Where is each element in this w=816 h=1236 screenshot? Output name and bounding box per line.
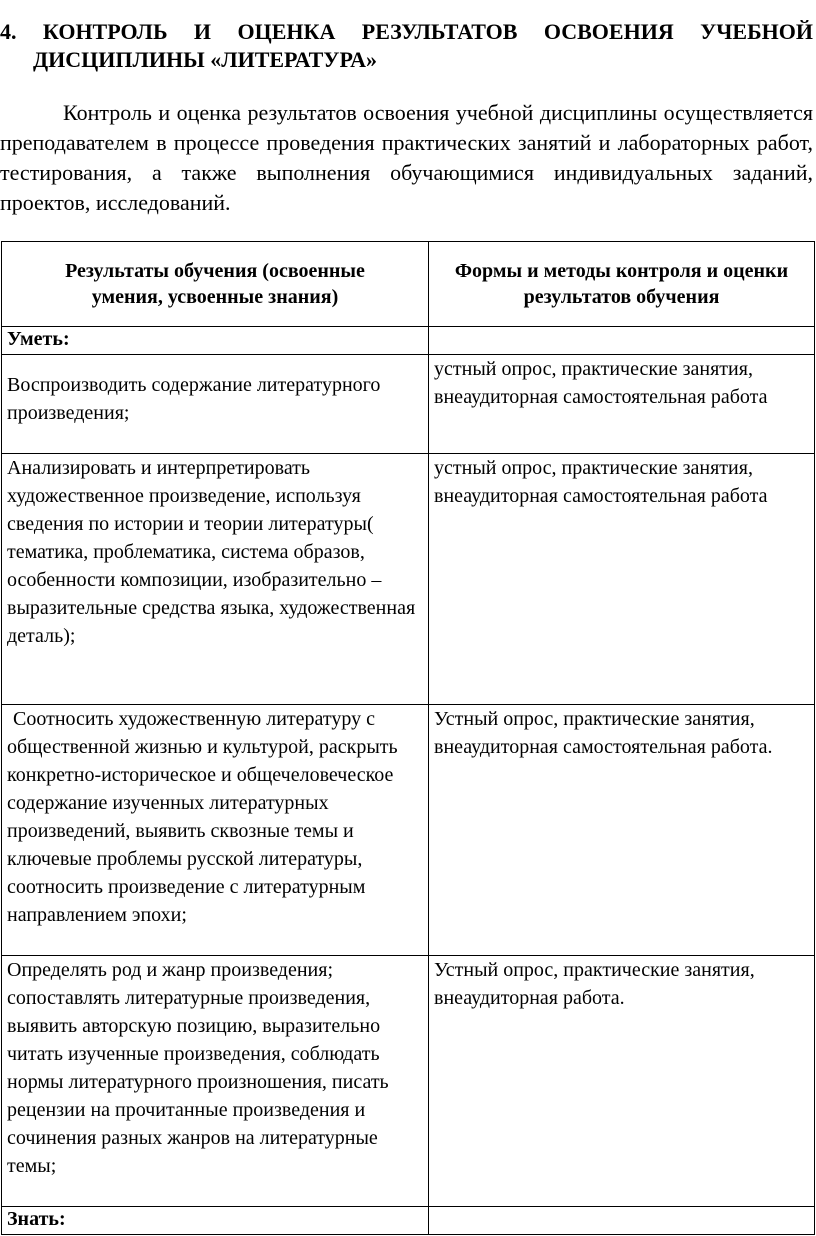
method-cell: устный опрос, практические занятия, внеаудиторная самостоятельная работа bbox=[429, 355, 815, 454]
method-cell: Устный опрос, практические занятия, внеаудиторная самостоятельная работа. bbox=[429, 705, 815, 956]
section-heading bbox=[0, 18, 816, 74]
section-row-skills bbox=[2, 327, 815, 355]
header-results: Результаты обучения (освоенные умения, усвоенные знания) bbox=[2, 242, 429, 327]
empty-cell bbox=[429, 327, 815, 355]
method-cell: устный опрос, практические занятия, внеаудиторная самостоятельная работа bbox=[429, 454, 815, 705]
assessment-table bbox=[1, 241, 815, 1235]
table-row bbox=[2, 355, 815, 454]
header-methods: Формы и методы контроля и оценки результатов обучения bbox=[429, 242, 815, 327]
empty-cell bbox=[429, 1207, 815, 1235]
result-cell: Соотносить художественную литературу с общественной жизнью и культурой, раскрыть конкретно-историческое и общечеловеческое содержание изученных литературных произведений, выявить сквозные темы и ключевые проблемы русской литературы, соотносить произведение с литературным направлением эпохи; bbox=[2, 705, 429, 956]
result-cell: Определять род и жанр произведения; сопоставлять литературные произведения, выявить авторскую позицию, выразительно читать изученные произведения, соблюдать нормы литературного произношения, писать рецензии на прочитанные произведения и сочинения разных жанров на литературные темы; bbox=[2, 956, 429, 1207]
heading-line-1: 4. КОНТРОЛЬ И ОЦЕНКА РЕЗУЛЬТАТОВ ОСВОЕНИЯ УЧЕБНОЙ bbox=[0, 19, 813, 44]
heading-line-2: ДИСЦИПЛИНЫ «ЛИТЕРАТУРА» bbox=[33, 47, 377, 72]
section-label-knowledge: Знать: bbox=[2, 1207, 429, 1235]
section-row-knowledge bbox=[2, 1207, 815, 1235]
intro-paragraph: Контроль и оценка результатов освоения учебной дисциплины осуществляется преподавателем в процессе проведения практических занятий и лабораторных работ, тестирования, а также выполнения обучающимися индивидуальных заданий, проектов, исследований. bbox=[0, 100, 813, 215]
result-cell: Анализировать и интерпретировать художественное произведение, используя сведения по истории и теории литературы( тематика, проблематика, система образов, особенности композиции, изобразительно – выразительные средства языка, художественная деталь); bbox=[2, 454, 429, 705]
method-cell: Устный опрос, практические занятия, внеаудиторная работа. bbox=[429, 956, 815, 1207]
result-cell: Воспроизводить содержание литературного произведения; bbox=[2, 355, 429, 454]
section-label-skills: Уметь: bbox=[2, 327, 429, 355]
table-row bbox=[2, 454, 815, 705]
table-row bbox=[2, 956, 815, 1207]
table-row bbox=[2, 705, 815, 956]
table-header-row bbox=[2, 242, 815, 327]
